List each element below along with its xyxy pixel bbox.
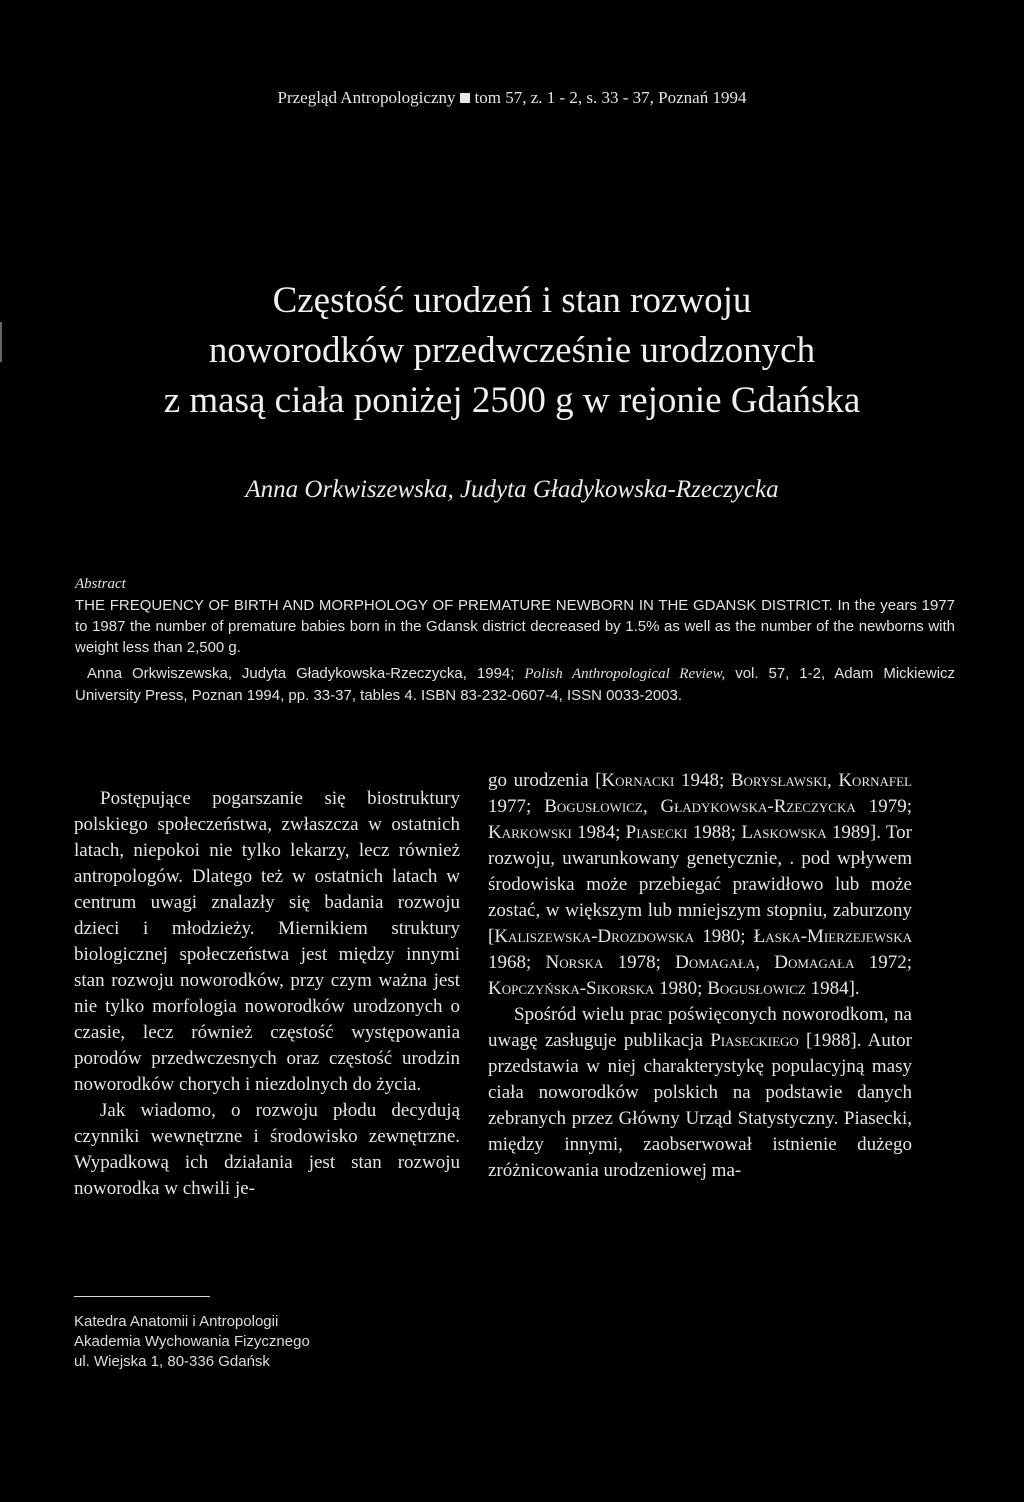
left-paragraph-2: Jak wiadomo, o rozwoju płodu decydują czynniki wewnętrzne i środowisko zewnętrzne. Wypadkową ich działania jest stan rozwoju noworodka w chwili je- (74, 1100, 460, 1199)
title-line-3: z masą ciała poniżej 2500 g w rejonie Gdańska (163, 380, 861, 421)
footnote-divider (74, 1296, 210, 1297)
text-run: 1980; (654, 978, 708, 999)
affiliation-line-2: Akademia Wychowania Fizycznego (74, 1333, 310, 1350)
issue-info: tom 57, z. 1 - 2, s. 33 - 37, Poznań 1994 (474, 88, 747, 107)
right-paragraph-1 (488, 768, 912, 1002)
text-run: , (642, 796, 661, 817)
right-column (488, 768, 912, 1184)
citation-ref: Norska (545, 952, 604, 973)
text-run: 1968; (488, 952, 546, 973)
abstract-citation (75, 663, 955, 706)
title-line-2: noworodków przedwcześnie urodzonych (208, 330, 816, 371)
affiliation-line-1: Katedra Anatomii i Antropologii (74, 1313, 279, 1330)
text-run: 1984; (571, 822, 626, 843)
authors: Anna Orkwiszewska, Judyta Gładykowska-Rzeczycka (245, 476, 779, 503)
article-title (40, 276, 984, 426)
text-run: 1977; (488, 796, 545, 817)
text-run: 1948; (674, 770, 731, 791)
text-run: 1989]. Tor rozwoju, uwarunkowany genetycznie, . pod wpływem środowiska może przebiegać prawidłowo lub może zostać, w większym lub mniejszym stopniu, zaburzony [ (488, 822, 912, 947)
citation-ref: Bogusłowicz (707, 978, 806, 999)
abstract-text: THE FREQUENCY OF BIRTH AND MORPHOLOGY OF PREMATURE NEWBORN IN THE GDANSK DISTRICT. In the years 1977 to 1987 the number of premature babies born in the Gdansk district decreased by 1.5% as well as the number of the newborns with weight less than 2,500 g. (75, 597, 955, 656)
citation-ref: Laskowska (741, 822, 827, 843)
citation-journal: Polish Anthropological Review, (524, 666, 726, 682)
running-header (0, 88, 1024, 108)
text-run: 1978; (603, 952, 676, 973)
affiliation-footnote (74, 1312, 454, 1372)
citation-ref: Gładykowska-Rzeczycka (660, 796, 856, 817)
citation-details: vol. 57, 1-2, Adam Mickiewicz University Press, Poznan 1994, pp. 33-37, tables 4. ISBN 83-232-0607-4, ISSN 0033-2003. (75, 665, 956, 704)
citation-ref: Bogusłowicz (544, 796, 643, 817)
text-run: 1972; (854, 952, 913, 973)
scan-margin-mark (0, 322, 2, 362)
text-run: 1979; (855, 796, 912, 817)
text-run: Spośród wielu prac poświęconych noworodkom, na uwagę zasługuje publikacja (488, 1004, 912, 1051)
text-run: , (826, 770, 839, 791)
text-run: go urodzenia [ (488, 770, 602, 791)
text-run: 1984]. (805, 978, 860, 999)
citation-ref: Domagała, Domagała (675, 952, 855, 973)
citation-ref: Piasecki (625, 822, 688, 843)
citation-ref: Piaseckiego (710, 1030, 799, 1051)
citation-ref: Kopczyńska-Sikorska (488, 978, 655, 999)
citation-ref: Kornafel (838, 770, 912, 791)
citation-authors: Anna Orkwiszewska, Judyta Gładykowska-Rzeczycka, 1994; (87, 665, 515, 682)
left-column (74, 786, 460, 1202)
journal-name: Przegląd Antropologiczny (277, 88, 456, 107)
abstract-block (75, 574, 955, 706)
text-run: [1988]. Autor przedstawia w niej charakterystykę populacyjną masy ciała noworodków polskich na podstawie danych zebranych przez Główny Urząd Statystyczny. Piasecki, między innymi, zaobserwował istnienie dużego zróżnicowania urodzeniowej ma- (488, 1030, 912, 1181)
citation-ref: Kornacki (601, 770, 675, 791)
citation-ref: Karkowski (488, 822, 572, 843)
right-paragraph-2 (488, 1002, 912, 1184)
citation-ref: Kaliszewska-Drozdowska (494, 926, 695, 947)
square-bullet-icon (460, 93, 470, 103)
abstract-label: Abstract (75, 576, 126, 592)
text-run: 1980; (694, 926, 754, 947)
affiliation-line-3: ul. Wiejska 1, 80-336 Gdańsk (74, 1353, 270, 1370)
citation-ref: Łaska-Mierzejewska (753, 926, 912, 947)
citation-ref: Borysławski (730, 770, 827, 791)
text-run: 1988; (687, 822, 742, 843)
title-line-1: Częstość urodzeń i stan rozwoju (272, 280, 752, 321)
left-paragraph-1: Postępujące pogarszanie się biostruktury polskiego społeczeństwa, zwłaszcza w ostatnich latach, niepokoi nie tylko lekarzy, lecz również antropologów. Dlatego też w ostatnich latach w centrum uwagi znalazły się badania rozwoju dzieci i młodzieży. Miernikiem struktury biologicznej społeczeństwa jest między innymi stan rozwoju noworodków, przy czym ważna jest nie tylko morfologia noworodków urodzonych o czasie, lecz również częstość występowania porodów przedwczesnych oraz częstość urodzin noworodków chorych i niezdolnych do życia. (74, 788, 460, 1095)
